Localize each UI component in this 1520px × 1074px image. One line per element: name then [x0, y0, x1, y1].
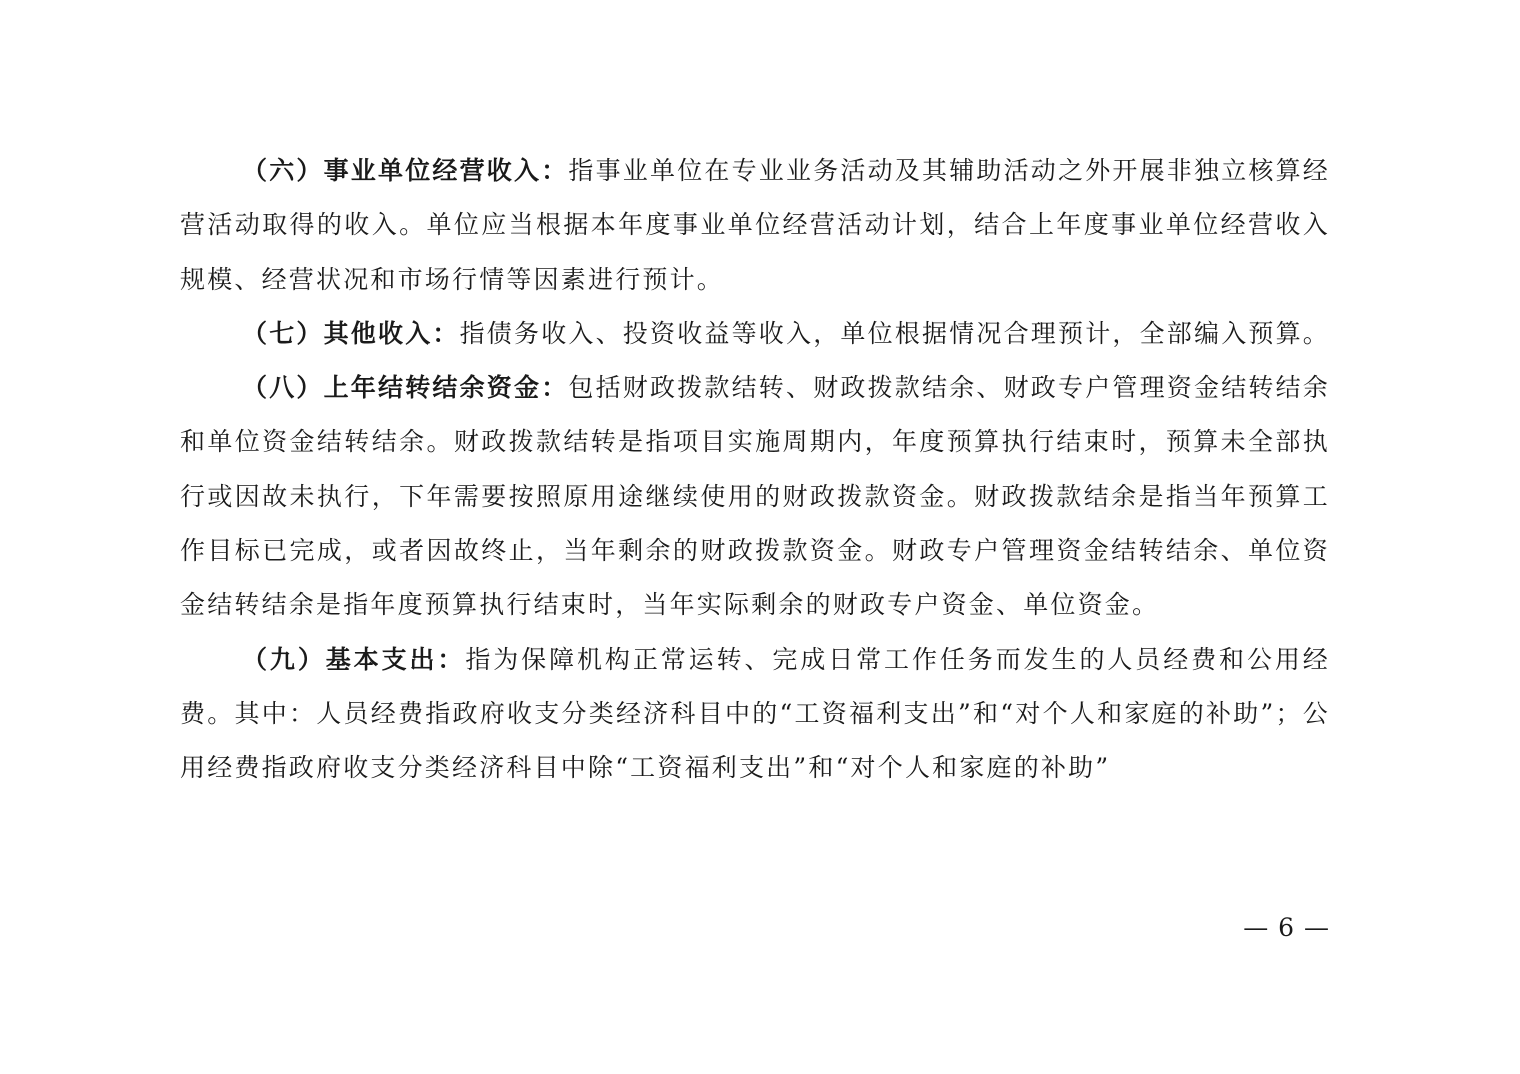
paragraph-business-income: [180, 144, 1330, 307]
paragraph-body: 包括财政拨款结转、财政拨款结余、财政专户管理资金结转结余和单位资金结转结余。财政拨款结转是指项目实施周期内，年度预算执行结束时，预算未全部执行或因故未执行，下年需要按照原用途继续使用的财政拨款资金。财政拨款结余是指当年预算工作目标已完成，或者因故终止，当年剩余的财政拨款资金。财政专户管理资金结转结余、单位资金结转结余是指年度预算执行结束时，当年实际剩余的财政专户资金、单位资金。: [180, 373, 1331, 620]
paragraph-heading: （九）基本支出：: [242, 644, 466, 674]
page-number: — 6 —: [1243, 913, 1330, 942]
paragraph-heading: （八）上年结转结余资金：: [242, 373, 569, 403]
body-text: [180, 144, 1330, 796]
paragraph-heading: （六）事业单位经营收入：: [242, 156, 569, 185]
paragraph-other-income: [180, 307, 1330, 361]
paragraph-body: 指债务收入、投资收益等收入，单位根据情况合理预计，全部编入预算。: [459, 318, 1331, 348]
paragraph-carryover-funds: [180, 361, 1330, 632]
paragraph-heading: （七）其他收入：: [242, 318, 460, 348]
paragraph-body: 指为保障机构正常运转、完成日常工作任务而发生的人员经费和公用经费。其中：人员经费指政府收支分类经济科目中的“工资福利支出”和“对个人和家庭的补助”；公用经费指政府收支分类经济科目中除“工资福利支出”和“对个人和家庭的补助”: [180, 644, 1330, 783]
paragraph-body: 指事业单位在专业业务活动及其辅助活动之外开展非独立核算经营活动取得的收入。单位应当根据本年度事业单位经营活动计划，结合上年度事业单位经营收入规模、经营状况和市场行情等因素进行预计。: [180, 156, 1331, 294]
paragraph-basic-expenditure: [180, 633, 1330, 796]
